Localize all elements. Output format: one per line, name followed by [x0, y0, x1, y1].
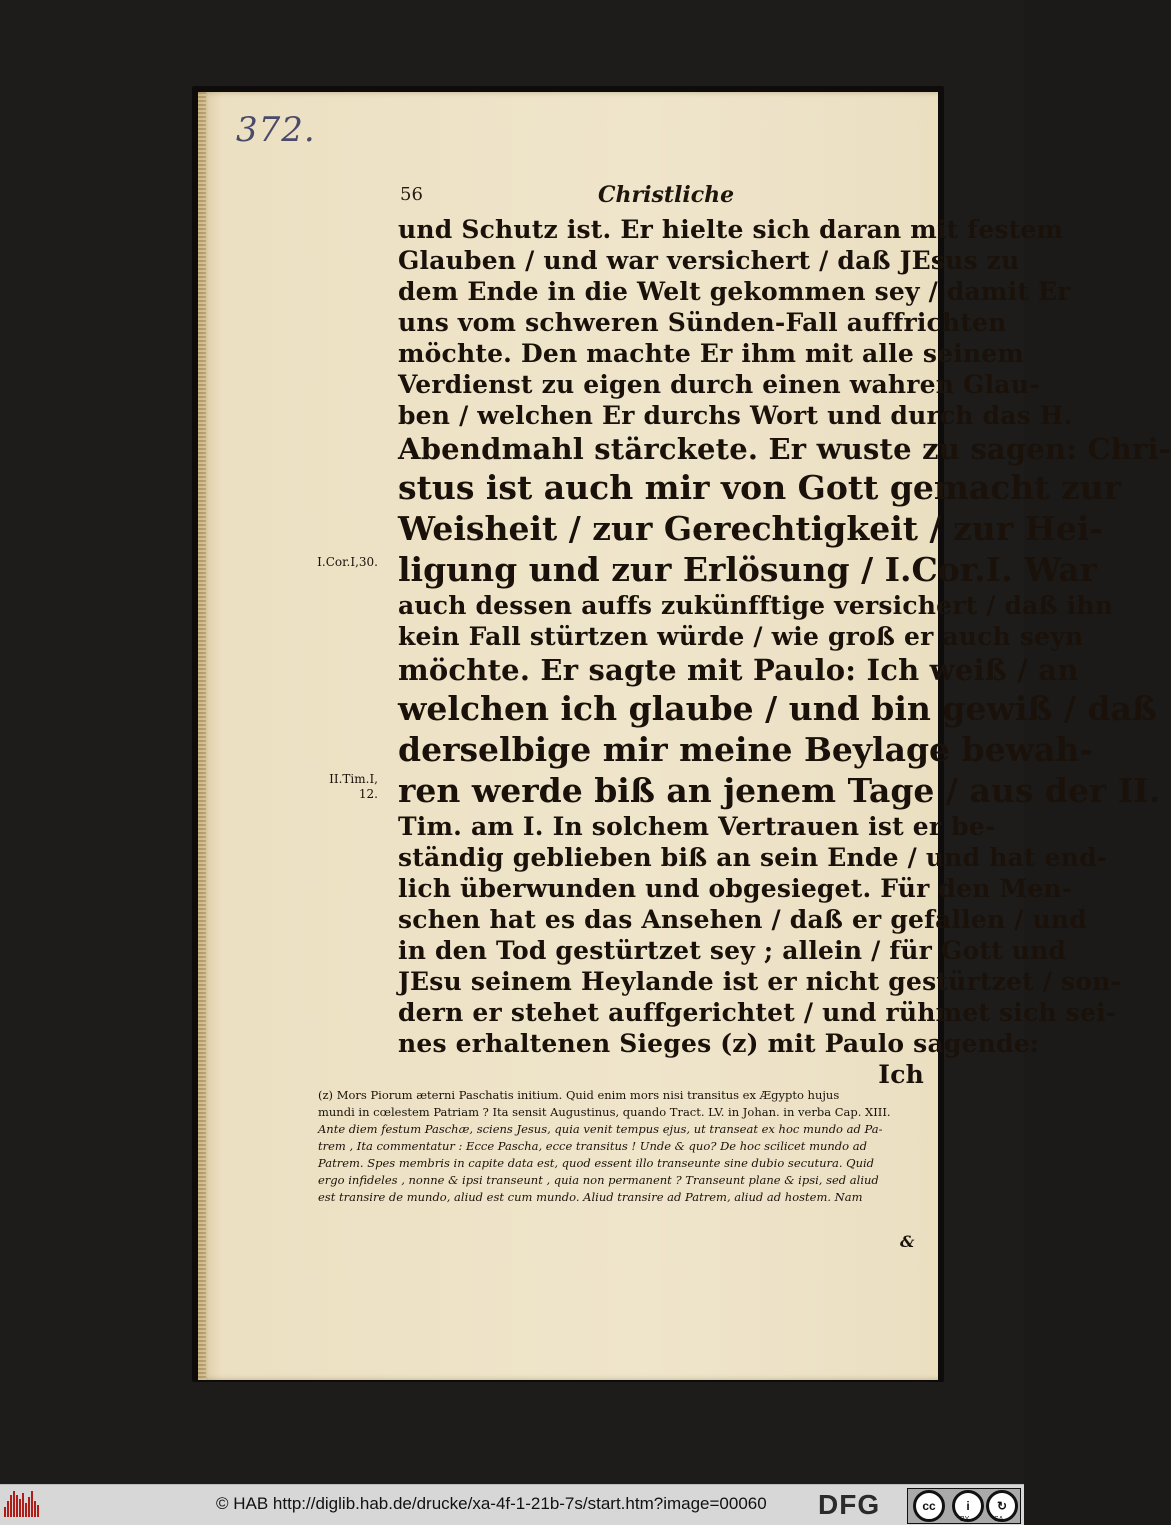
body-line: JEsu seinem Heylande ist er nicht gestürtzet / son-: [398, 967, 1122, 996]
hab-logo-bar: [10, 1495, 12, 1517]
footnote-line: Ante diem festum Paschæ, sciens Jesus, quia venit tempus ejus, ut transeat ex hoc mundo ad Pa-: [318, 1122, 883, 1136]
body-line: derselbige mir meine Beylage bewah-: [398, 730, 1094, 769]
footnote-line: ergo infideles , nonne & ipsi transeunt , quia non permanent ? Transeunt plane & ipsi, sed aliud: [318, 1173, 879, 1187]
body-line: nes erhaltenen Sieges (z) mit Paulo sagende:: [398, 1029, 1040, 1058]
footnotes: [318, 1087, 918, 1206]
dfg-logo: DFG: [818, 1489, 881, 1520]
hab-logo-bar: [34, 1501, 36, 1517]
body-line: Verdienst zu eigen durch einen wahren Glau-: [398, 370, 1040, 399]
body-line: kein Fall stürtzen würde / wie groß er auch seyn: [398, 622, 1084, 651]
body-line: und Schutz ist. Er hielte sich daran mit festem: [398, 215, 1064, 244]
footnote-catchword: &: [900, 1232, 915, 1251]
margin-note-cor: I.Cor.I,30.: [317, 555, 378, 569]
hab-logo-bar: [37, 1505, 39, 1517]
hab-logo-icon: [4, 1491, 38, 1519]
body-line: ligung und zur Erlösung / I.Cor.I. War: [398, 550, 1098, 589]
footnote-line: mundi in cœlestem Patriam ? Ita sensit Augustinus, quando Tract. LV. in Johan. in verba Cap. XIII.: [318, 1105, 891, 1119]
body-line: ren werde biß an jenem Tage / aus der II.: [398, 771, 1161, 810]
page-number: 56: [400, 184, 423, 205]
margin-note-tim: [306, 772, 378, 802]
body-line: stus ist auch mir von Gott gemacht zur: [398, 468, 1122, 507]
body-line: Ich: [878, 1060, 924, 1089]
body-line: auch dessen auffs zukünfftige versichert / daß ihn: [398, 591, 1114, 620]
hab-logo-bar: [13, 1491, 15, 1517]
body-line: lich überwunden und obgesieget. Für den Men-: [398, 874, 1073, 903]
cc-icon: cc: [913, 1490, 945, 1522]
body-line: Tim. am I. In solchem Vertrauen ist er be-: [398, 812, 996, 841]
hab-logo-bar: [28, 1497, 30, 1517]
hab-logo-bar: [4, 1507, 6, 1517]
body-line: Glauben / und war versichert / daß JEsus zu: [398, 246, 1020, 275]
footnote-line: Patrem. Spes membris in capite data est, quod essent illo transeunte sine dubio secutura. Quid: [318, 1156, 875, 1170]
margin-note-tim-line1: II.Tim.I,: [329, 772, 378, 786]
footnote-line: trem , Ita commentatur : Ecce Pascha, ecce transitus ! Unde & quo? De hoc scilicet mundo ad: [318, 1139, 867, 1153]
hab-logo-bar: [22, 1493, 24, 1517]
body-line: dern er stehet auffgerichtet / und rühmet sich sei-: [398, 998, 1117, 1027]
body-line: in den Tod gestürtzet sey ; allein / für Gott und: [398, 936, 1067, 965]
hab-logo-bar: [16, 1495, 18, 1517]
running-title: Christliche: [598, 182, 735, 208]
body-line: möchte. Er sagte mit Paulo: Ich weiß / an: [398, 653, 1079, 687]
cc-sa-label: SA: [994, 1516, 1004, 1523]
hab-logo-bar: [31, 1491, 33, 1517]
body-line: dem Ende in die Welt gekommen sey / damit Er: [398, 277, 1071, 306]
margin-note-tim-line2: 12.: [358, 787, 378, 801]
running-head: [400, 182, 940, 212]
body-line: möchte. Den machte Er ihm mit alle seinem: [398, 339, 1025, 368]
body-line: schen hat es das Ansehen / daß er gefallen / und: [398, 905, 1087, 934]
page-gutter: [198, 92, 206, 1380]
footnote-line: est transire de mundo, aliud est cum mundo. Aliud transire ad Patrem, aliud ad hostem. Nam: [318, 1190, 863, 1204]
body-line: ständig geblieben biß an sein Ende / und hat end-: [398, 843, 1108, 872]
cc-by-label: BY: [960, 1516, 970, 1523]
body-line: ben / welchen Er durchs Wort und durch das H.: [398, 401, 1073, 430]
hab-logo-bar: [7, 1501, 9, 1517]
by-icon: i: [952, 1490, 984, 1522]
footnote-line: (z) Mors Piorum æterni Paschatis initium. Quid enim mors nisi transitus ex Ægypto hujus: [318, 1088, 840, 1102]
body-line: Weisheit / zur Gerechtigkeit / zur Hei-: [398, 509, 1104, 548]
body-line: welchen ich glaube / und bin gewiß / daß: [398, 689, 1157, 728]
cc-license-badge[interactable]: [907, 1488, 1021, 1524]
hab-logo-bar: [25, 1503, 27, 1517]
footer-link[interactable]: © HAB http://diglib.hab.de/drucke/xa-4f-1-21b-7s/start.htm?image=00060: [216, 1494, 767, 1513]
body-line: Abendmahl stärckete. Er wuste zu sagen: Chri-: [398, 432, 1171, 466]
body-line: uns vom schweren Sünden-Fall auffrichten: [398, 308, 1007, 337]
manuscript-page-number: 372.: [236, 110, 316, 150]
hab-logo-bar: [19, 1499, 21, 1517]
sa-icon: ↻: [986, 1490, 1018, 1522]
footer-bar: [0, 1484, 1024, 1525]
body-text: [398, 214, 1171, 1090]
